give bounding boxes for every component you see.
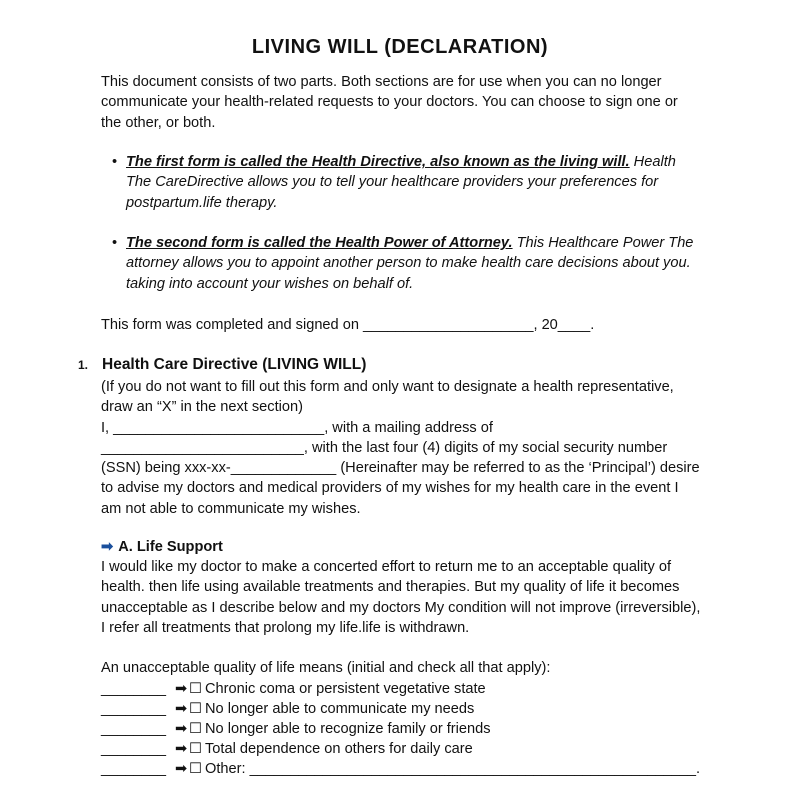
checklist-item — [101, 699, 721, 719]
checklist-label: Other: _______________________________________________________. — [205, 761, 701, 777]
bullet-icon: • — [112, 235, 118, 251]
right-arrow-icon: ➡ — [175, 761, 188, 777]
document-title: LIVING WILL (DECLARATION) — [251, 36, 549, 58]
section-instruction: (If you do not want to fill out this form and only want to designate a health representative, draw an “X” in the next section) — [101, 379, 674, 416]
bullet-text-health-directive: Health The CareDirective allows you to tell your healthcare providers your preferences for postpartum.life therapy. — [126, 154, 676, 211]
life-support-heading — [101, 538, 223, 555]
bullet-list-1 — [104, 152, 704, 213]
bullet-lead-power-of-attorney: The second form is called the Health Power of Attorney. — [126, 235, 513, 251]
checklist-label: No longer able to recognize family or friends — [205, 721, 491, 737]
right-arrow-icon: ➡ — [175, 741, 188, 757]
quality-of-life-intro: An unacceptable quality of life means (initial and check all that apply): — [101, 660, 551, 676]
checklist-item — [101, 719, 721, 739]
bullet-item-power-of-attorney — [104, 233, 704, 294]
bullet-list-2 — [104, 233, 704, 294]
section-title: Health Care Directive (LIVING WILL) — [102, 356, 367, 373]
principal-declaration: I, __________________________, with a mailing address of _________________________, with the last four (4) digits of my social security number (SSN) being xxx-xx-_____________ (Hereinafter may be referred to as the ‘Principal’) desire to advise my doctors and medical providers of my wishes for my health care in the event I am not able to communicate my wishes. — [101, 419, 700, 517]
checklist-item — [101, 759, 721, 779]
initial-blank[interactable]: ________ — [101, 721, 166, 737]
bullet-text-power-of-attorney: This Healthcare Power The attorney allows you to appoint another person to make health care decisions about you. taking into account your wishes on behalf of. — [126, 235, 694, 292]
initial-blank[interactable]: ________ — [101, 741, 166, 757]
bullet-lead-health-directive: The first form is called the Health Directive, also known as the living will. — [126, 154, 630, 170]
section-number: 1. — [78, 358, 89, 372]
initial-blank[interactable]: ________ — [101, 681, 166, 697]
life-support-body: I would like my doctor to make a concerted effort to return me to an acceptable quality of health. then life using available treatments and therapies. But my quality of life it becomes unacceptable as I describe below and my doctors My condition will not improve (irreversible), I refer all treatments that prolong my life.life is withdrawn. — [101, 559, 701, 636]
checklist-label: No longer able to communicate my needs — [205, 701, 475, 717]
right-arrow-icon: ➡ — [175, 701, 188, 717]
checkbox-icon[interactable]: ☐ — [189, 721, 203, 737]
section-1-body — [101, 377, 701, 519]
checklist-label: Chronic coma or persistent vegetative state — [205, 681, 486, 697]
signed-date-line: This form was completed and signed on _____________________, 20____. — [101, 317, 595, 333]
intro-paragraph: This document consists of two parts. Both sections are for use when you can no longer communicate your health-related requests to your doctors. You can choose to sign one or the other, or both. — [101, 74, 678, 131]
initial-blank[interactable]: ________ — [101, 761, 166, 777]
right-arrow-icon: ➡ — [101, 539, 114, 555]
bullet-icon: • — [112, 154, 118, 170]
right-arrow-icon: ➡ — [175, 721, 188, 737]
quality-of-life-checklist — [101, 679, 721, 779]
checkbox-icon[interactable]: ☐ — [189, 761, 203, 777]
checklist-label: Total dependence on others for daily care — [205, 741, 473, 757]
right-arrow-icon: ➡ — [175, 681, 188, 697]
initial-blank[interactable]: ________ — [101, 701, 166, 717]
checkbox-icon[interactable]: ☐ — [189, 681, 203, 697]
checklist-item — [101, 739, 721, 759]
checklist-item — [101, 679, 721, 699]
life-support-heading-label: A. Life Support — [118, 539, 223, 555]
checkbox-icon[interactable]: ☐ — [189, 701, 203, 717]
bullet-item-health-directive — [104, 152, 704, 213]
checkbox-icon[interactable]: ☐ — [189, 741, 203, 757]
